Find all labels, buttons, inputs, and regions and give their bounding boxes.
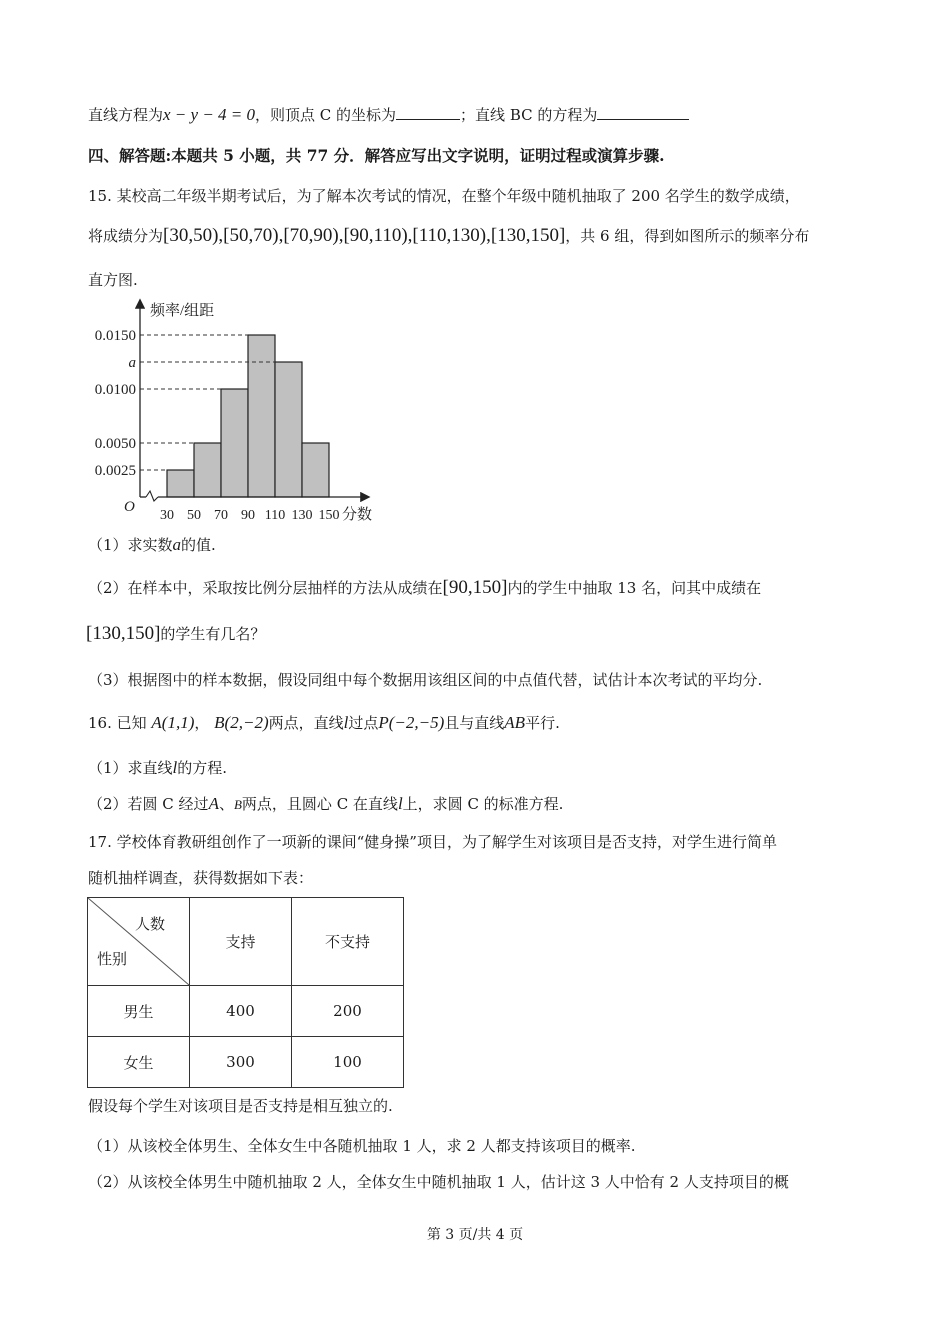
answer-blank-2[interactable]: [597, 104, 689, 120]
table-row: [88, 986, 404, 1037]
q15-sub2-cont: [86, 624, 265, 644]
axis-break-icon: [146, 491, 158, 501]
x-tick-labels: [160, 508, 340, 523]
variable: l: [172, 758, 178, 777]
histogram-bar: [248, 335, 275, 497]
table-cell: 200: [292, 986, 404, 1037]
q15-sub1: [88, 535, 216, 555]
text: ，则顶点 C 的坐标为: [255, 106, 397, 124]
q17-sub1: （1）从该校全体男生、全体女生中各随机抽取 1 人，求 2 人都支持该项目的概率.: [88, 1137, 636, 1155]
text: 两点，直线: [268, 714, 344, 732]
x-tick-label: 150: [318, 508, 340, 523]
histogram-bar: [221, 389, 248, 497]
text: 直线方程为: [88, 106, 164, 124]
row-label: 女生: [88, 1037, 190, 1088]
equation: x − y − 4 = 0: [163, 105, 256, 124]
table-row: [88, 1037, 404, 1088]
row-dimension-label: 性别: [97, 950, 128, 968]
table-cell: 100: [292, 1037, 404, 1088]
y-tick-labels: [95, 328, 136, 479]
line-l: l: [397, 794, 403, 813]
section-heading: 四、解答题:本题共 5 小题，共 77 分．解答应写出文字说明，证明过程或演算步骤.: [88, 146, 665, 165]
x-tick-label: 110: [264, 508, 286, 523]
text: （2）在样本中，采取按比例分层抽样的方法从成绩在: [88, 579, 443, 597]
text: ，共 6 组，得到如图所示的频率分布: [565, 227, 810, 245]
text: 将成绩分为: [88, 227, 164, 245]
x-axis-label: 分数: [342, 507, 373, 523]
text: 内的学生中抽取 13 名，问其中成绩在: [507, 579, 762, 597]
q16-sub1: [88, 758, 227, 778]
text: 的值.: [181, 536, 216, 554]
text: 平行.: [525, 714, 560, 732]
page-footer: 第 3 页/共 4 页: [426, 1227, 524, 1243]
text: 且与直线: [444, 714, 505, 732]
q16-sub2: [88, 794, 563, 815]
diagonal-divider: [88, 898, 189, 985]
q15-sub2: [88, 578, 761, 598]
table-cell: 300: [190, 1037, 292, 1088]
intervals: [30,50),[50,70),[70,90),[90,110),[110,130),[130,150]: [163, 225, 566, 246]
point-b: B(2,−2): [214, 713, 269, 732]
histogram-bars: [167, 335, 329, 497]
y-axis-label: 频率/组距: [150, 303, 215, 319]
interval: [90,150]: [442, 577, 508, 598]
text: 的学生有几名？: [160, 625, 266, 643]
q15-stem-line3: 直方图.: [88, 271, 138, 289]
line-ab: AB: [504, 713, 526, 732]
x-tick-label: 30: [160, 508, 174, 523]
text: 16. 已知: [88, 714, 147, 732]
survey-table: [87, 897, 404, 1088]
line-l: l: [343, 713, 349, 732]
answer-blank-1[interactable]: [396, 104, 460, 120]
histogram-bar: [275, 362, 302, 497]
q17-stem-line2: 随机抽样调查，获得数据如下表：: [88, 869, 314, 887]
x-tick-label: 50: [187, 508, 201, 523]
text: 、: [218, 795, 234, 813]
x-tick-label: 130: [291, 508, 313, 523]
frequency-histogram: [80, 295, 400, 530]
q15-stem-line2: [88, 226, 809, 246]
table-cell: 400: [190, 986, 292, 1037]
point-a: A: [208, 794, 219, 813]
variable: a: [172, 535, 182, 554]
header-cell: 支持: [190, 898, 292, 986]
header-cell: 不支持: [292, 898, 404, 986]
text: 两点，且圆心 C 在直线: [241, 795, 398, 813]
x-tick-label: 90: [241, 508, 255, 523]
y-tick-label: 0.0050: [94, 436, 136, 452]
point-b: B: [233, 797, 242, 812]
text: ；直线 BC 的方程为: [460, 106, 598, 124]
text: 上，求圆 C 的标准方程.: [402, 795, 564, 813]
point-p: P(−2,−5): [378, 713, 445, 732]
text: （2）若圆 C 经过: [88, 795, 209, 813]
q16-stem: [88, 713, 560, 733]
text: （1）求实数: [88, 536, 173, 554]
q17-note: 假设每个学生对该项目是否支持是相互独立的.: [88, 1097, 393, 1115]
text: 的方程.: [177, 759, 228, 777]
text: 过点: [348, 714, 379, 732]
origin-label: O: [124, 499, 135, 515]
interval: [130,150]: [86, 623, 161, 644]
y-tick-label: 0.0100: [94, 382, 136, 398]
q17-stem-line1: 17. 学校体育教研组创作了一项新的课间“健身操”项目，为了解学生对该项目是否支持，对学生进行简单: [88, 833, 777, 851]
text: ，: [194, 714, 210, 732]
y-tick-label: 0.0150: [94, 328, 136, 344]
q17-sub2: （2）从该校全体男生中随机抽取 2 人，全体女生中随机抽取 1 人，估计这 3 人中恰有 2 人支持项目的概: [88, 1173, 789, 1191]
corner-cell: [88, 898, 190, 986]
q15-sub3: （3）根据图中的样本数据，假设同组中每个数据用该组区间的中点值代替，试估计本次考试的平均分.: [88, 671, 763, 689]
histogram-bar: [302, 443, 329, 497]
histogram-bar: [194, 443, 221, 497]
y-tick-label: a: [128, 355, 136, 371]
y-tick-label: 0.0025: [94, 463, 136, 479]
column-dimension-label: 人数: [134, 915, 165, 933]
table-header-row: [88, 898, 404, 986]
text: （1）求直线: [88, 759, 173, 777]
q14-continuation: [88, 104, 689, 125]
row-label: 男生: [88, 986, 190, 1037]
histogram-bar: [167, 470, 194, 497]
x-tick-label: 70: [214, 508, 228, 523]
point-a: A(1,1): [151, 713, 195, 732]
q15-stem-line1: 15. 某校高二年级半期考试后，为了解本次考试的情况，在整个年级中随机抽取了 200 名学生的数学成绩，: [88, 187, 800, 205]
